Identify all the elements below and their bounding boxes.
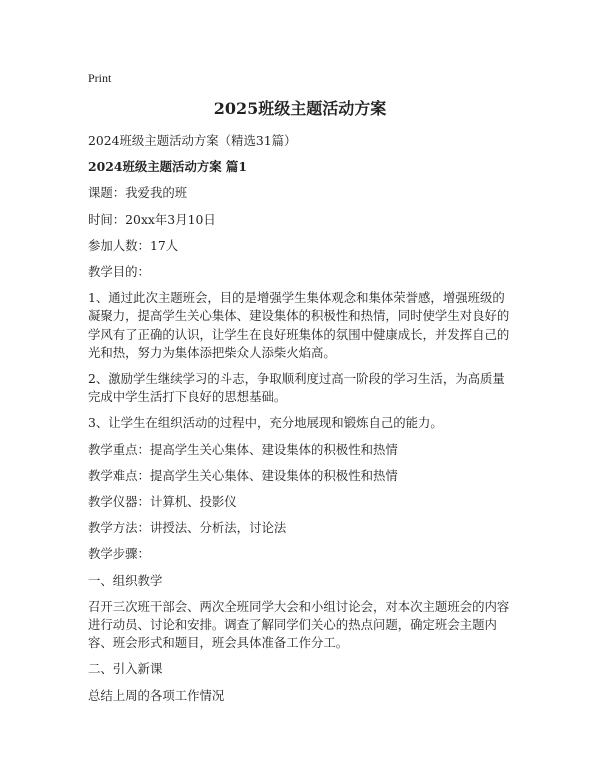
document-subtitle: 2024班级主题活动方案（精选31篇）: [88, 133, 297, 148]
paragraph-step-2-heading: 二、引入新课: [88, 661, 163, 677]
paragraph-difficulty: 教学难点：提高学生关心集体、建设集体的积极性和热情: [88, 467, 398, 483]
document-title: 2025班级主题活动方案: [213, 99, 387, 118]
paragraph-step-1-heading: 一、组织教学: [88, 572, 163, 588]
paragraph-time: 时间：20xx年3月10日: [88, 211, 216, 227]
paragraph-key-point: 教学重点：提高学生关心集体、建设集体的积极性和热情: [88, 441, 398, 457]
paragraph-step-1-body: 召开三次班干部会、两次全班同学大会和小组讨论会，对本次主题班会的内容进行动员、讨论和安排。调查了解同学们关心的热点问题，确定班会主题内容、班会形式和题目，班会具体准备工作分工。: [88, 598, 510, 651]
paragraph-methods: 教学方法：讲授法、分析法，讨论法: [88, 520, 287, 536]
print-label: Print: [88, 71, 112, 85]
paragraph-equipment: 教学仪器：计算机、投影仪: [88, 494, 237, 510]
paragraph-objective-3: 3、让学生在组织活动的过程中，充分地展现和锻炼自己的能力。: [88, 415, 443, 431]
section-heading: 2024班级主题活动方案 篇1: [88, 159, 247, 175]
paragraph-objective-1: 1、通过此次主题班会，目的是增强学生集体观念和集体荣誉感，增强班级的凝聚力，提高学生关心集体、建设集体的积极性和热情，同时使学生对良好的学风有了正确的认识，让学生在良好班集体的氛围中健康成长，并发挥自己的光和热，努力为集体添把柴众人添柴火焰高。: [88, 290, 510, 360]
paragraph-objectives-label: 教学目的：: [88, 264, 150, 280]
document-body: [88, 132, 516, 713]
paragraph-topic: 课题：我爱我的班: [88, 185, 188, 201]
paragraph-objective-2: 2、激励学生继续学习的斗志，争取顺利度过高一阶段的学习生活，为高质量完成中学生活打下良好的思想基础。: [88, 371, 505, 405]
paragraph-attendance: 参加人数：17人: [88, 237, 179, 253]
paragraph-steps-label: 教学步骤：: [88, 546, 150, 562]
paragraph-step-2-body: 总结上周的各项工作情况: [88, 687, 225, 703]
